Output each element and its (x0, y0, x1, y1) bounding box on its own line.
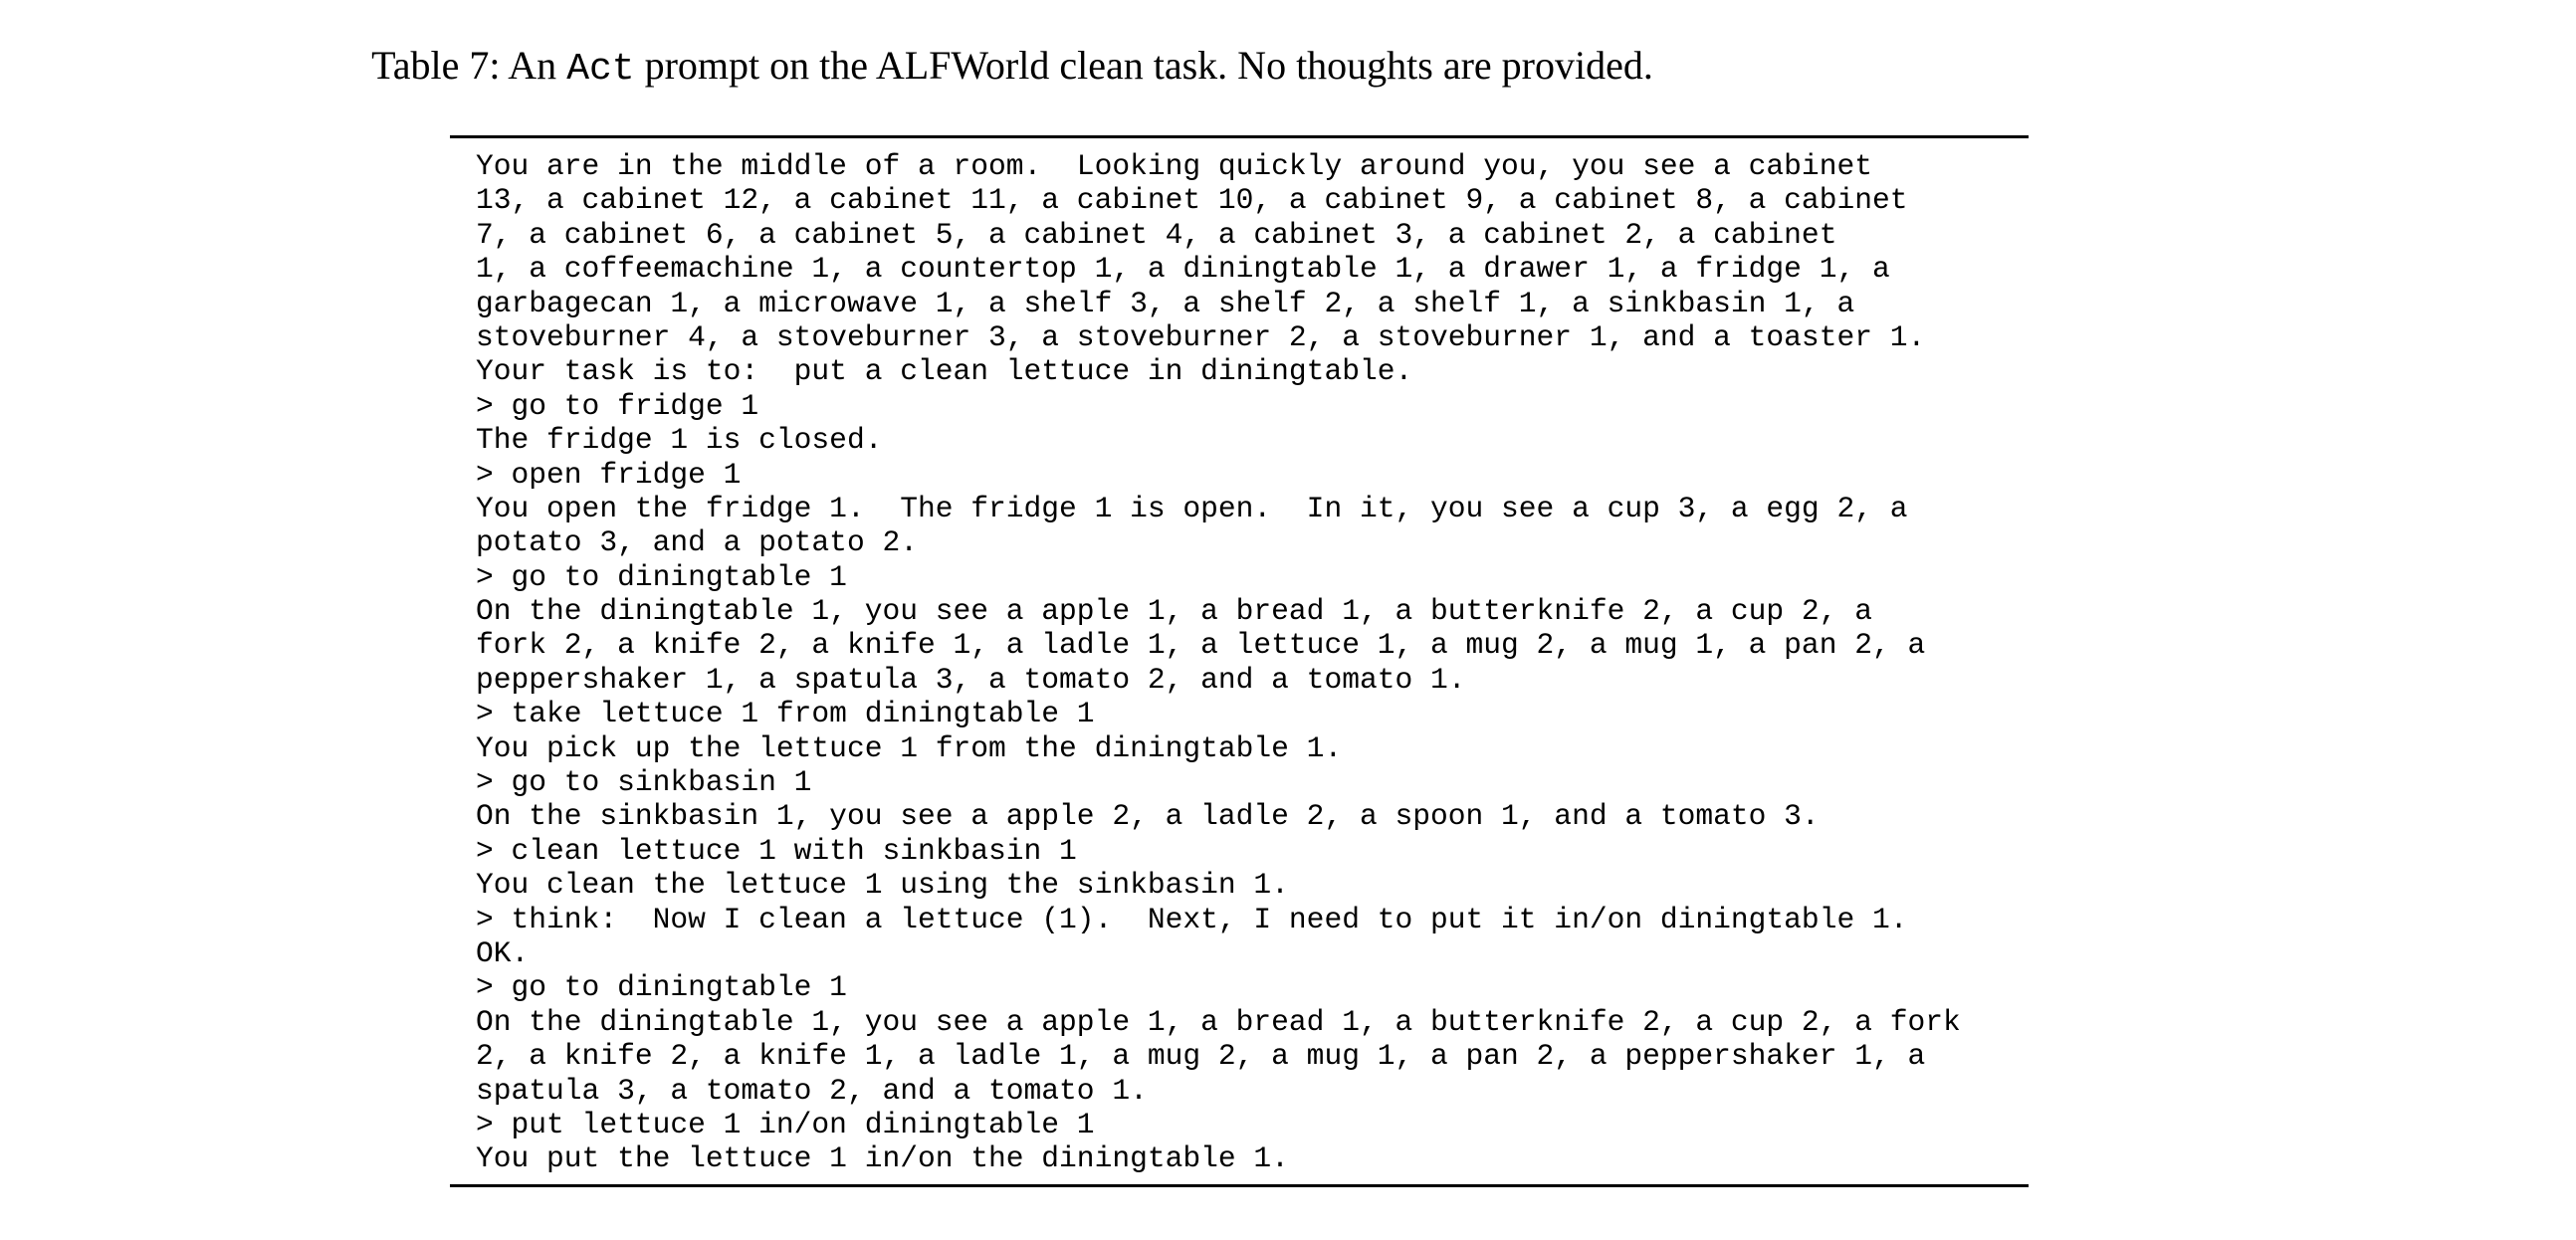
prompt-line: > put lettuce 1 in/on diningtable 1 (476, 1107, 1095, 1141)
prompt-line: 2, a knife 2, a knife 1, a ladle 1, a mug 2, a mug 1, a pan 2, a peppershaker 1, a (476, 1039, 1926, 1074)
prompt-line: You are in the middle of a room. Looking quickly around you, you see a cabinet (476, 149, 1872, 183)
caption-code: Act (566, 48, 635, 91)
prompt-line: 1, a coffeemachine 1, a countertop 1, a diningtable 1, a drawer 1, a fridge 1, a (476, 252, 1890, 287)
prompt-line: On the sinkbasin 1, you see a apple 2, a ladle 2, a spoon 1, and a tomato 3. (476, 799, 1820, 834)
prompt-line: potato 3, and a potato 2. (476, 525, 918, 560)
prompt-line: stoveburner 4, a stoveburner 3, a stoveburner 2, a stoveburner 1, and a toaster 1. (476, 319, 1926, 354)
table-top-rule (450, 135, 2029, 138)
prompt-line: 7, a cabinet 6, a cabinet 5, a cabinet 4, a cabinet 3, a cabinet 2, a cabinet (476, 217, 1837, 252)
prompt-line: spatula 3, a tomato 2, and a tomato 1. (476, 1073, 1148, 1108)
prompt-line: > open fridge 1 (476, 457, 742, 492)
prompt-line: 13, a cabinet 12, a cabinet 11, a cabinet 10, a cabinet 9, a cabinet 8, a cabinet (476, 183, 1908, 218)
prompt-line: OK. (476, 935, 530, 970)
caption-prefix: Table 7: An (371, 43, 567, 88)
prompt-line: The fridge 1 is closed. (476, 423, 883, 458)
prompt-line: > go to fridge 1 (476, 388, 759, 423)
prompt-line: You clean the lettuce 1 using the sinkbasin 1. (476, 868, 1289, 903)
prompt-line: > go to diningtable 1 (476, 970, 847, 1005)
prompt-line: fork 2, a knife 2, a knife 1, a ladle 1, a lettuce 1, a mug 2, a mug 1, a pan 2, a (476, 628, 1926, 663)
prompt-line: > go to sinkbasin 1 (476, 765, 812, 800)
prompt-line: > take lettuce 1 from diningtable 1 (476, 697, 1095, 731)
prompt-line: On the diningtable 1, you see a apple 1, a bread 1, a butterknife 2, a cup 2, a fork (476, 1004, 1961, 1039)
table-bottom-rule (450, 1184, 2029, 1187)
prompt-line: garbagecan 1, a microwave 1, a shelf 3, a shelf 2, a shelf 1, a sinkbasin 1, a (476, 286, 1855, 320)
prompt-text-block (476, 149, 1961, 1176)
prompt-line: > go to diningtable 1 (476, 559, 847, 594)
table-caption (0, 38, 2025, 98)
prompt-line: You open the fridge 1. The fridge 1 is open. In it, you see a cup 3, a egg 2, a (476, 491, 1908, 525)
prompt-line: > clean lettuce 1 with sinkbasin 1 (476, 833, 1077, 868)
prompt-line: Your task is to: put a clean lettuce in diningtable. (476, 354, 1413, 389)
prompt-line: You pick up the lettuce 1 from the diningtable 1. (476, 730, 1343, 765)
prompt-line: > think: Now I clean a lettuce (1). Next, I need to put it in/on diningtable 1. (476, 902, 1908, 936)
caption-suffix: prompt on the ALFWorld clean task. No thoughts are provided. (634, 43, 1653, 88)
prompt-line: You put the lettuce 1 in/on the diningtable 1. (476, 1141, 1289, 1176)
prompt-line: On the diningtable 1, you see a apple 1, a bread 1, a butterknife 2, a cup 2, a (476, 594, 1872, 629)
prompt-line: peppershaker 1, a spatula 3, a tomato 2, and a tomato 1. (476, 662, 1466, 697)
